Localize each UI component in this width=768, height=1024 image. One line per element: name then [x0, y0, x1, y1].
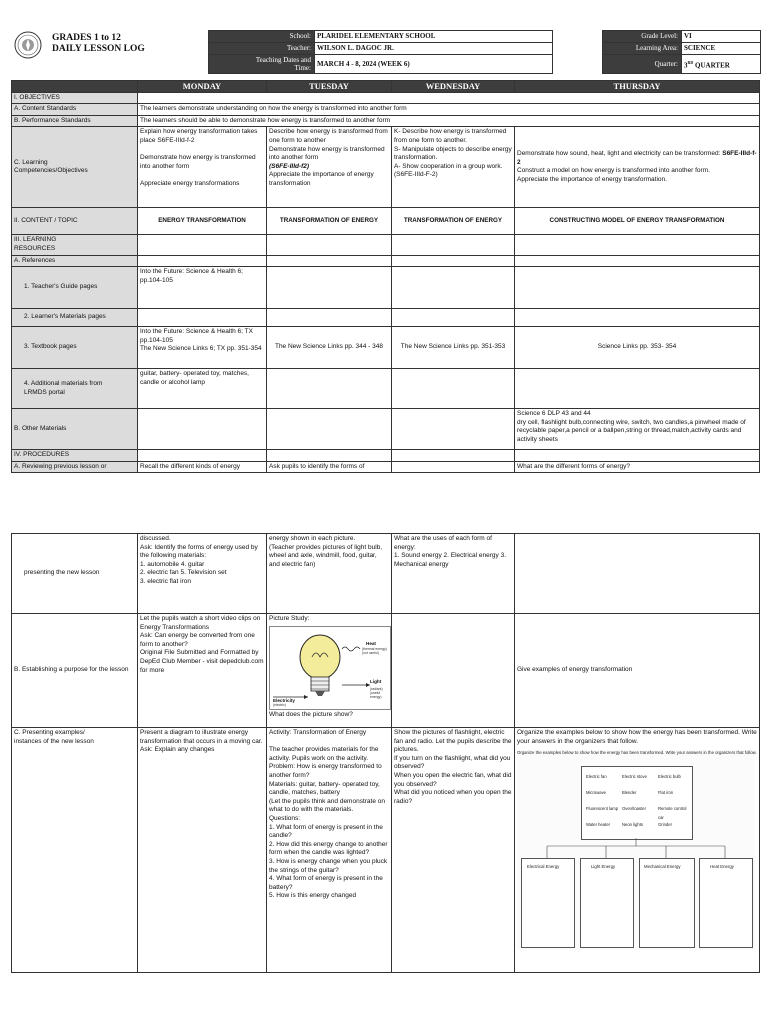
day-header-thursday: THURSDAY — [515, 81, 760, 93]
content-topic-label: II. CONTENT / TOPIC — [12, 208, 138, 235]
reviewing-label: A. Reviewing previous lesson or — [12, 461, 138, 473]
examples-wednesday: Show the pictures of flashlight, electric fan and radio. Let the pupils describe the pictures. If you turn on the flashlight, what did you observed? When you open the electric fan, what did you observed? What did you noticed when you open the radio? — [392, 728, 515, 973]
competencies-thursday: Demonstrate how sound, heat, light and electricity can be transformed: S6FE-IIId-f-2 Construct a model on how energy is transformed into another form. Appreciate the importance of energy transformation. — [515, 127, 760, 208]
learners-materials-label: 2. Learner's Materials pages — [12, 309, 138, 327]
school-label: School: — [209, 31, 315, 43]
topic-tuesday: TRANSFORMATION OF ENERGY — [267, 208, 392, 235]
presenting-tuesday: energy shown in each picture. (Teacher provides pictures of light bulb, wheel and axle, windmill, food, guitar, and electric fan) — [267, 534, 392, 614]
fig-electricity-sublabel: (electric) — [273, 702, 286, 707]
purpose-thursday: Give examples of energy transformation — [515, 614, 760, 728]
presenting-examples-label: C. Presenting examples/ instances of the new lesson — [12, 728, 138, 973]
organizer-electrical — [521, 858, 575, 948]
org-item: Flat iron — [658, 790, 674, 796]
picture-study-question: What does the picture show? — [269, 710, 353, 718]
learning-resources-label: III. LEARNING RESOURCES — [12, 235, 138, 255]
org-category: Mechanical Energy — [644, 864, 681, 870]
textbook-monday: Into the Future: Science & Health 6; TX pp.104-105 The New Science Links 6; TX pp. 351-354 — [138, 327, 267, 369]
organizer-caption: Organize the examples below to show how the energy has been transformed. Write your answers in the organizers that follow. — [517, 750, 757, 756]
content-standards: The learners demonstrate understanding on how the energy is transformed into another form — [138, 104, 760, 116]
org-item: Remote control car — [658, 806, 687, 820]
fig-light-sublabel: (radiant) (useful energy) — [370, 686, 383, 699]
title-line-2: DAILY LESSON LOG — [52, 44, 145, 54]
fig-light-label: Light — [370, 678, 382, 684]
presenting-new-lesson-label: presenting the new lesson — [12, 534, 138, 614]
grade-value: VI — [682, 31, 761, 43]
teachers-guide-label: 1. Teacher's Guide pages — [12, 267, 138, 309]
day-header-wednesday: WEDNESDAY — [392, 81, 515, 93]
org-item: Electric bulb — [658, 774, 681, 780]
quarter-label: Quarter: — [603, 55, 682, 74]
day-header-monday: MONDAY — [138, 81, 267, 93]
dates-label: Teaching Dates and Time: — [209, 55, 315, 74]
purpose-tuesday — [267, 614, 392, 728]
competencies-wednesday: K- Describe how energy is transformed from one form to another. S- Manipulate objects to describe energy transformation. A- Show cooperation in a group work. (S6FE-IIId-F-2) — [392, 127, 515, 208]
org-item: Blender — [622, 790, 637, 796]
energy-organizer-image — [517, 750, 755, 950]
review-thursday: What are the different forms of energy? — [515, 461, 760, 473]
other-materials-thursday: Science 6 DLP 43 and 44 dry cell, flashlight bulb,connecting wire, switch, two candles,a pinwheel made of recyclable paper,a pencil or a ballpen,string or thread,match,activity cards and activity sheets — [515, 409, 760, 450]
topic-monday: ENERGY TRANSFORMATION — [138, 208, 267, 235]
picture-study-title: Picture Study: — [269, 615, 310, 622]
dll-table-page2 — [11, 533, 760, 973]
teacher-label: Teacher: — [209, 43, 315, 55]
org-item: Oven/toaster — [622, 806, 646, 812]
procedures-label: IV. PROCEDURES — [12, 450, 138, 462]
examples-thursday-instructions: Organize the examples below to show how the energy has been transformed. Write your answers in the organizers that follow. — [517, 729, 757, 745]
presenting-wednesday: What are the uses of each form of energy: 1. Sound energy 2. Electrical energy 3. Mechanical energy — [392, 534, 515, 614]
organizer-mechanical — [639, 858, 695, 948]
org-item: Microwave — [586, 790, 607, 796]
textbook-label: 3. Textbook pages — [12, 327, 138, 369]
fig-heat-sublabel: (thermal energy) (not useful) — [362, 646, 387, 655]
competencies-monday: Explain how energy transformation takes place S6FE-IIId-f-2 Demonstrate how energy is transformed into another form Appreciate energy transformations — [138, 127, 267, 208]
examples-monday: Present a diagram to illustrate energy transformation that occurs in a moving car. Ask: Explain any changes — [138, 728, 267, 973]
textbook-thursday: Science Links pp. 353- 354 — [515, 327, 760, 369]
grade-label: Grade Level: — [603, 31, 682, 43]
fig-heat-label: Heat — [366, 640, 376, 646]
org-item: Electric fan — [586, 774, 607, 780]
organizer-light — [580, 858, 634, 948]
org-item: Water heater — [586, 822, 611, 828]
topic-wednesday: TRANSFORMATION OF ENERGY — [392, 208, 515, 235]
area-value: SCIENCE — [682, 43, 761, 55]
dates-value: MARCH 4 - 8, 2024 (WEEK 6) — [315, 55, 553, 74]
school-value: PLARIDEL ELEMENTARY SCHOOL — [315, 31, 553, 43]
org-category: Light Energy — [591, 864, 616, 870]
org-category: Electrical Energy — [527, 864, 560, 870]
area-label: Learning Area: — [603, 43, 682, 55]
performance-standards: The learners should be able to demonstrate how energy is transformed to another form — [138, 115, 760, 127]
day-header-tuesday: TUESDAY — [267, 81, 392, 93]
dll-table-page1 — [11, 80, 760, 473]
lightbulb-figure — [269, 626, 391, 710]
textbook-tuesday: The New Science Links pp. 344 - 348 — [267, 327, 392, 369]
org-item: Electric stove — [622, 774, 647, 780]
org-category: Heat Energy — [710, 864, 734, 870]
content-standards-label: A. Content Standards — [12, 104, 138, 116]
title-line-1: GRADES 1 to 12 — [52, 33, 121, 43]
org-item: Fluorescent lamp — [586, 806, 619, 812]
textbook-wednesday: The New Science Links pp. 351-353 — [392, 327, 515, 369]
additional-materials-monday: guitar, battery- operated toy, matches, candle or alcohol lamp — [138, 369, 267, 409]
purpose-monday: Let the pupils watch a short video clips on Energy Transformations Ask: Can energy be converted from one form to another? Original File Submitted and Formatted by DepEd Club Member - visit depedclub.com for more — [138, 614, 267, 728]
org-item: Neon lights — [622, 822, 643, 828]
fig-electricity-label: Electricity — [273, 697, 295, 703]
quarter-value: 3RD QUARTER — [682, 55, 761, 74]
examples-thursday — [515, 728, 760, 973]
competencies-label: C. Learning Competencies/Objectives — [12, 127, 138, 208]
objectives-label: I. OBJECTIVES — [12, 92, 138, 104]
review-monday: Recall the different kinds of energy — [138, 461, 267, 473]
deped-seal — [14, 31, 42, 59]
performance-standards-label: B. Performance Standards — [12, 115, 138, 127]
org-item: Grinder — [658, 822, 672, 828]
teacher-value: WILSON L. DAGOC JR. — [315, 43, 553, 55]
establishing-purpose-label: B. Establishing a purpose for the lesson — [12, 614, 138, 728]
header-info-table — [208, 30, 761, 74]
competencies-tuesday: Describe how energy is transformed from one form to another Demonstrate how energy is transformed into another form (S6FE-IIId-f2) Appreciate the importance of energy transformation — [267, 127, 392, 208]
review-tuesday: Ask pupils to identify the forms of — [267, 461, 392, 473]
teachers-guide-monday: Into the Future: Science & Health 6; pp.104-105 — [138, 267, 267, 309]
references-label: A. References — [12, 255, 138, 267]
additional-materials-label: 4. Additional materials from LRMDS portal — [12, 369, 138, 409]
organizer-heat — [699, 858, 753, 948]
other-materials-label: B. Other Materials — [12, 409, 138, 450]
lesson-log-title — [52, 33, 145, 55]
examples-tuesday: Activity: Transformation of Energy The teacher provides materials for the activity. Pupils work on the activity. Problem: How is energy transformed to another form? Materials: guitar, battery- operated toy, candle, matches, battery (Let the pupils think and demonstrate on what to do with the materials. Questions: 1. What form of energy is present in the candle? 2. How did this energy change to another form when the candle was lighted? 3. How is energy change when you pluck the strings of the guitar? 4. What form of energy is present in the battery? 5. How is this energy changed — [267, 728, 392, 973]
presenting-monday: discussed. Ask: Identify the forms of energy used by the following materials: 1. automobile 4. guitar 2. electric fan 5. Television set 3. electric flat iron — [138, 534, 267, 614]
topic-thursday: CONSTRUCTING MODEL OF ENERGY TRANSFORMATION — [515, 208, 760, 235]
